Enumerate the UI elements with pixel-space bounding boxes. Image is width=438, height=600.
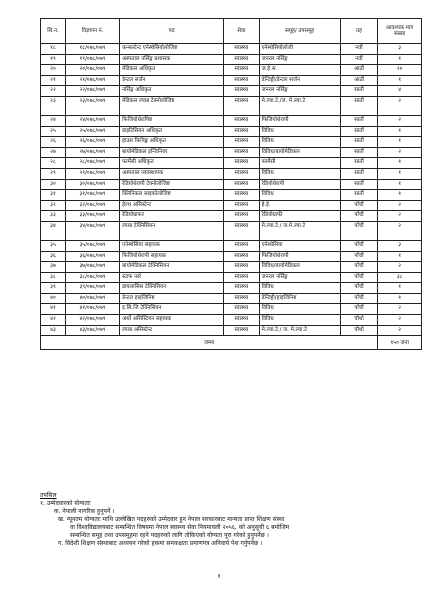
cell-demand: १ [378, 137, 422, 148]
cell-sn: २१ [41, 75, 66, 86]
cell-advert-no: २४/०७८/०७९ [65, 115, 119, 126]
cell-sn: २५ [41, 126, 66, 137]
cell-group: विविध [259, 315, 340, 326]
cell-group: मे.ल्या.टे./ज. मे.ल्या.टे [259, 96, 340, 115]
cell-post: अस्पताल नर्सिङ्ग प्रशासक [120, 54, 224, 65]
cell-demand: ३ [378, 240, 422, 251]
cell-advert-no: ४१/०७८/०७९ [65, 304, 119, 315]
cell-advert-no: ३०/०७८/०७९ [65, 179, 119, 190]
cell-sn: १८ [41, 44, 66, 55]
note-item-kha-line3: सम्बन्धित समूह तथा उपसमूहमा रहने पदहरुको लागि तोकिएको योग्यता पूरा गरेको हुनुपर्नेछ । [70, 532, 269, 539]
cell-group: फिजियोथेरापी [259, 251, 340, 262]
cell-group: विविध/बायोमेडिकल [259, 147, 340, 158]
cell-sn: २९ [41, 168, 66, 179]
cell-sn: ३६ [41, 251, 66, 262]
cell-group: डेन्टिष्ट्री/हाइजिनिष्ट [259, 293, 340, 304]
cell-level: पाँचौं [340, 293, 377, 304]
cell-post: एनेस्थेसिया सहायक [120, 240, 224, 251]
cell-level: सातौं [340, 86, 377, 97]
table-row [41, 44, 422, 55]
cell-demand: १ [378, 168, 422, 179]
cell-group: ज.हे.स. [259, 65, 340, 76]
cell-level: आठौं [340, 75, 377, 86]
header-advert-no: विज्ञापन नं. [65, 19, 119, 44]
cell-demand: १ [378, 283, 422, 294]
table-row [41, 251, 422, 262]
cell-group: विविध [259, 168, 340, 179]
cell-level: चौथो [340, 315, 377, 326]
cell-level: पाँचौं [340, 200, 377, 211]
table-row [41, 54, 422, 65]
notes-section [40, 492, 424, 548]
cell-service: स्वास्थ्य [224, 96, 259, 115]
cell-demand: ३८ [378, 272, 422, 283]
header-sn: सि.न. [41, 19, 66, 44]
cell-level: पाँचौं [340, 304, 377, 315]
cell-service: स्वास्थ्य [224, 221, 259, 240]
cell-post: डाइटिसियन अधिकृत [120, 126, 224, 137]
table-row [41, 211, 422, 222]
table-row [41, 240, 422, 251]
qualification-heading: १. उम्मेदवारको योग्यताः [40, 500, 91, 507]
cell-demand: २ [378, 325, 422, 336]
cell-advert-no: २२/०७८/०७९ [65, 86, 119, 97]
cell-group: हे.ई. [259, 200, 340, 211]
note-item-ka: क. नेपाली नागरिक हुनुपर्ने । [54, 508, 115, 515]
cell-group: जनरल नर्सिङ्ग [259, 54, 340, 65]
cell-post: क्लिनिकल साइकोलोजिष्ट [120, 190, 224, 201]
cell-advert-no: ४०/०७८/०७९ [65, 293, 119, 304]
cell-advert-no: ३९/०७८/०७९ [65, 283, 119, 294]
note-item-ga: ग. विदेशी शिक्षण संस्थाबाट अध्ययन गरेको हकमा समकक्षता प्रमाणपत्र अनिवार्य पेश गर्नुपर्नेछ । [58, 540, 263, 547]
cell-group: एनेस्थेसिया [259, 240, 340, 251]
cell-demand: १ [378, 190, 422, 201]
cell-group: विविध [259, 137, 340, 148]
cell-demand: २ [378, 221, 422, 240]
cell-level: चौथो [340, 325, 377, 336]
cell-advert-no: ४२/०७८/०७९ [65, 315, 119, 326]
cell-service: स्वास्थ्य [224, 272, 259, 283]
cell-level: आठौं [340, 65, 377, 76]
cell-service: स्वास्थ्य [224, 168, 259, 179]
cell-level: पाँचौं [340, 272, 377, 283]
cell-advert-no: २३/०७८/०७९ [65, 96, 119, 115]
cell-group: फार्मेसी [259, 158, 340, 169]
cell-advert-no: २७/०७८/०७९ [65, 147, 119, 158]
cell-demand: २ [378, 147, 422, 158]
table-row [41, 75, 422, 86]
cell-service: स्वास्थ्य [224, 325, 259, 336]
cell-sn: २२ [41, 86, 66, 97]
cell-sn: २३ [41, 96, 66, 115]
cell-post: डेन्टल सर्जन [120, 75, 224, 86]
total-value: १५० जना [378, 336, 422, 350]
table-row [41, 158, 422, 169]
cell-post: रेडियोग्राफर [120, 211, 224, 222]
cell-sn: ४० [41, 293, 66, 304]
cell-service: स्वास्थ्य [224, 137, 259, 148]
note-item-kha-line2: वा विश्वविद्यालयबाट सम्बन्धित विषयमा नेपाल स्वास्थ्य सेवा नियमावली २०५६, को अनुसूची ६ बमोजिम [70, 524, 290, 531]
cell-advert-no: ४३/०७८/०७९ [65, 325, 119, 336]
table-row [41, 200, 422, 211]
cell-service: स्वास्थ्य [224, 65, 259, 76]
header-post: पद [120, 19, 224, 44]
cell-level: पाँचौं [340, 240, 377, 251]
cell-service: स्वास्थ्य [224, 293, 259, 304]
cell-advert-no: ३४/०७८/०७९ [65, 221, 119, 240]
cell-sn: ३४ [41, 221, 66, 240]
cell-advert-no: २६/०७८/०७९ [65, 137, 119, 148]
cell-level: सातौं [340, 96, 377, 115]
cell-sn: ४२ [41, 315, 66, 326]
cell-post: बायोमेडिकल टेक्निसियन [120, 262, 224, 273]
table-row [41, 126, 422, 137]
cell-level: सातौं [340, 147, 377, 158]
cell-level: सातौं [340, 168, 377, 179]
cell-service: स्वास्थ्य [224, 44, 259, 55]
cell-advert-no: ३१/०७८/०७९ [65, 190, 119, 201]
cell-level: सातौं [340, 126, 377, 137]
cell-post: कन्सल्टेन्ट एनेस्थेसियोलोजिष्ट [120, 44, 224, 55]
cell-service: स्वास्थ्य [224, 211, 259, 222]
cell-service: स्वास्थ्य [224, 75, 259, 86]
cell-post: ल्याब असिस्टेन्ट [120, 325, 224, 336]
cell-demand: १ [378, 179, 422, 190]
cell-service: स्वास्थ्य [224, 283, 259, 294]
cell-service: स्वास्थ्य [224, 240, 259, 251]
cell-group: एनेस्थेसियोलोजी [259, 44, 340, 55]
table-header-row [41, 19, 422, 44]
cell-post: स्टाफ नर्स [120, 272, 224, 283]
cell-demand: २ [378, 262, 422, 273]
cell-advert-no: ३६/०७८/०७९ [65, 251, 119, 262]
table-row [41, 96, 422, 115]
table-row [41, 179, 422, 190]
cell-group: रेडियोथेरापी [259, 179, 340, 190]
table-row [41, 137, 422, 148]
cell-level: पाँचौं [340, 262, 377, 273]
table-row [41, 86, 422, 97]
cell-sn: ४१ [41, 304, 66, 315]
cell-level: सातौं [340, 137, 377, 148]
cell-level: पाँचौं [340, 251, 377, 262]
cell-level: पाँचौं [340, 283, 377, 294]
cell-sn: २७ [41, 147, 66, 158]
header-level: तह [340, 19, 377, 44]
cell-group: विविध/बायोमेडिकल [259, 262, 340, 273]
header-group: समूह/ उपसमूह [259, 19, 340, 44]
cell-group: मे.ल्या.टे./ ज.मे.ल्या.टे [259, 221, 340, 240]
cell-sn: ३१ [41, 190, 66, 201]
cell-group: विविध [259, 126, 340, 137]
cell-group: रेडियोग्राफी [259, 211, 340, 222]
cell-group: जनरल नर्सिङ्ग [259, 272, 340, 283]
cell-sn: ३८ [41, 272, 66, 283]
cell-demand: १ [378, 158, 422, 169]
table-row [41, 315, 422, 326]
cell-advert-no: २९/०७८/०७९ [65, 168, 119, 179]
table-row [41, 293, 422, 304]
cell-level: सातौं [340, 179, 377, 190]
cell-demand: २० [378, 65, 422, 76]
cell-advert-no: १८/०७८/०७९ [65, 44, 119, 55]
cell-level: नवौं [340, 54, 377, 65]
cell-sn: ४३ [41, 325, 66, 336]
cell-demand: २ [378, 200, 422, 211]
cell-level: पाँचौं [340, 211, 377, 222]
cell-demand: १ [378, 251, 422, 262]
cell-group: जनरल नर्सिङ्ग [259, 86, 340, 97]
cell-service: स्वास्थ्य [224, 147, 259, 158]
cell-service: स्वास्थ्य [224, 158, 259, 169]
cell-advert-no: ३८/०७८/०७९ [65, 272, 119, 283]
table-row [41, 147, 422, 158]
cell-post: अस्पताल व्यवस्थापक [120, 168, 224, 179]
cell-service: स्वास्थ्य [224, 126, 259, 137]
cell-group: विविध [259, 304, 340, 315]
total-label: जम्मा [41, 336, 378, 350]
cell-demand: १ [378, 75, 422, 86]
cell-post: ल्याब टेक्निसियन [120, 221, 224, 240]
cell-post: डेन्टल हाइजिनिष्ट [120, 293, 224, 304]
cell-group: मे.ल्या.टे./ ज. मे.ल्या.टे [259, 325, 340, 336]
cell-service: स्वास्थ्य [224, 315, 259, 326]
cell-service: स्वास्थ्य [224, 179, 259, 190]
cell-advert-no: १९/०७८/०७९ [65, 54, 119, 65]
cell-demand: ३ [378, 44, 422, 55]
cell-demand: २ [378, 211, 422, 222]
cell-post: इ.सि.जि टेक्निसियन [120, 304, 224, 315]
cell-sn: २४ [41, 115, 66, 126]
cell-demand: २ [378, 96, 422, 115]
cell-advert-no: २०/०७८/०७९ [65, 65, 119, 76]
cell-advert-no: २८/०७८/०७९ [65, 158, 119, 169]
cell-post: अर्थो असिस्टियन सहायक [120, 315, 224, 326]
notes-heading: तपसिल [40, 492, 57, 499]
cell-demand: १ [378, 54, 422, 65]
cell-sn: २० [41, 65, 66, 76]
cell-sn: ३२ [41, 200, 66, 211]
cell-service: स्वास्थ्य [224, 262, 259, 273]
cell-level: सातौं [340, 190, 377, 201]
cell-sn: ३३ [41, 211, 66, 222]
cell-level: सातौं [340, 115, 377, 126]
cell-group: डेन्टिष्ट्री/डेन्टल सर्जन [259, 75, 340, 86]
cell-advert-no: २१/०७८/०७९ [65, 75, 119, 86]
table-row [41, 115, 422, 126]
cell-sn: ३९ [41, 283, 66, 294]
cell-demand: २ [378, 315, 422, 326]
cell-sn: २६ [41, 137, 66, 148]
cell-sn: १९ [41, 54, 66, 65]
table-row [41, 221, 422, 240]
table-row [41, 262, 422, 273]
cell-post: हेल्थ असिस्टेन्ट [120, 200, 224, 211]
cell-demand: १ [378, 126, 422, 137]
cell-advert-no: ३७/०७८/०७९ [65, 262, 119, 273]
cell-post: हाउस किपिङ्ग अधिकृत [120, 137, 224, 148]
cell-advert-no: ३२/०७८/०७९ [65, 200, 119, 211]
cell-service: स्वास्थ्य [224, 115, 259, 126]
cell-sn: ३० [41, 179, 66, 190]
cell-demand: ४ [378, 86, 422, 97]
cell-level: नवौं [340, 44, 377, 55]
cell-group: फिजियोथेरापी [259, 115, 340, 126]
table-body [41, 44, 422, 350]
cell-service: स्वास्थ्य [224, 54, 259, 65]
cell-post: मेडिकल ल्याब टेक्नोलोजिष्ट [120, 96, 224, 115]
cell-advert-no: २५/०७८/०७९ [65, 126, 119, 137]
vacancy-table [40, 18, 422, 350]
cell-post: नर्सिङ्ग अधिकृत [120, 86, 224, 97]
cell-demand: २ [378, 304, 422, 315]
cell-group: विविध [259, 190, 340, 201]
header-demand: आवश्यक माग संख्या [378, 19, 422, 44]
table-total-row [41, 336, 422, 350]
cell-demand: १ [378, 293, 422, 304]
note-item-kha: ख. न्यूनतम योग्यताः माथि उल्लेखित पदहरुको उम्मेदवार हुन नेपाल सरकारबाट मान्यता प्राप्त शिक्षण संस्था [58, 516, 285, 523]
header-service: सेवा [224, 19, 259, 44]
table-row [41, 168, 422, 179]
cell-advert-no: ३५/०७८/०७९ [65, 240, 119, 251]
cell-service: स्वास्थ्य [224, 251, 259, 262]
cell-sn: २८ [41, 158, 66, 169]
cell-post: फिजियोथेरापिष्ट [120, 115, 224, 126]
cell-sn: ३५ [41, 240, 66, 251]
cell-post: रेडियोथेरापी टेक्नोलोजिष्ट [120, 179, 224, 190]
cell-post: बायोमेडिकल इन्जिनियर [120, 147, 224, 158]
table-row [41, 325, 422, 336]
cell-sn: ३७ [41, 262, 66, 273]
cell-service: स्वास्थ्य [224, 304, 259, 315]
table-row [41, 304, 422, 315]
cell-service: स्वास्थ्य [224, 200, 259, 211]
cell-group: विविध [259, 283, 340, 294]
cell-level: पाँचौं [340, 221, 377, 240]
cell-demand: २ [378, 115, 422, 126]
cell-post: डायलासिस टेक्निसियन [120, 283, 224, 294]
cell-post: फिजियोथेरापी सहायक [120, 251, 224, 262]
table-row [41, 190, 422, 201]
cell-level: सातौं [340, 158, 377, 169]
table-row [41, 272, 422, 283]
cell-post: फार्मेसी अधिकृत [120, 158, 224, 169]
page-number: १ [217, 573, 221, 580]
table-row [41, 65, 422, 76]
cell-advert-no: ३३/०७८/०७९ [65, 211, 119, 222]
cell-post: मेडिकल अधिकृत [120, 65, 224, 76]
cell-service: स्वास्थ्य [224, 190, 259, 201]
table-row [41, 283, 422, 294]
cell-service: स्वास्थ्य [224, 86, 259, 97]
